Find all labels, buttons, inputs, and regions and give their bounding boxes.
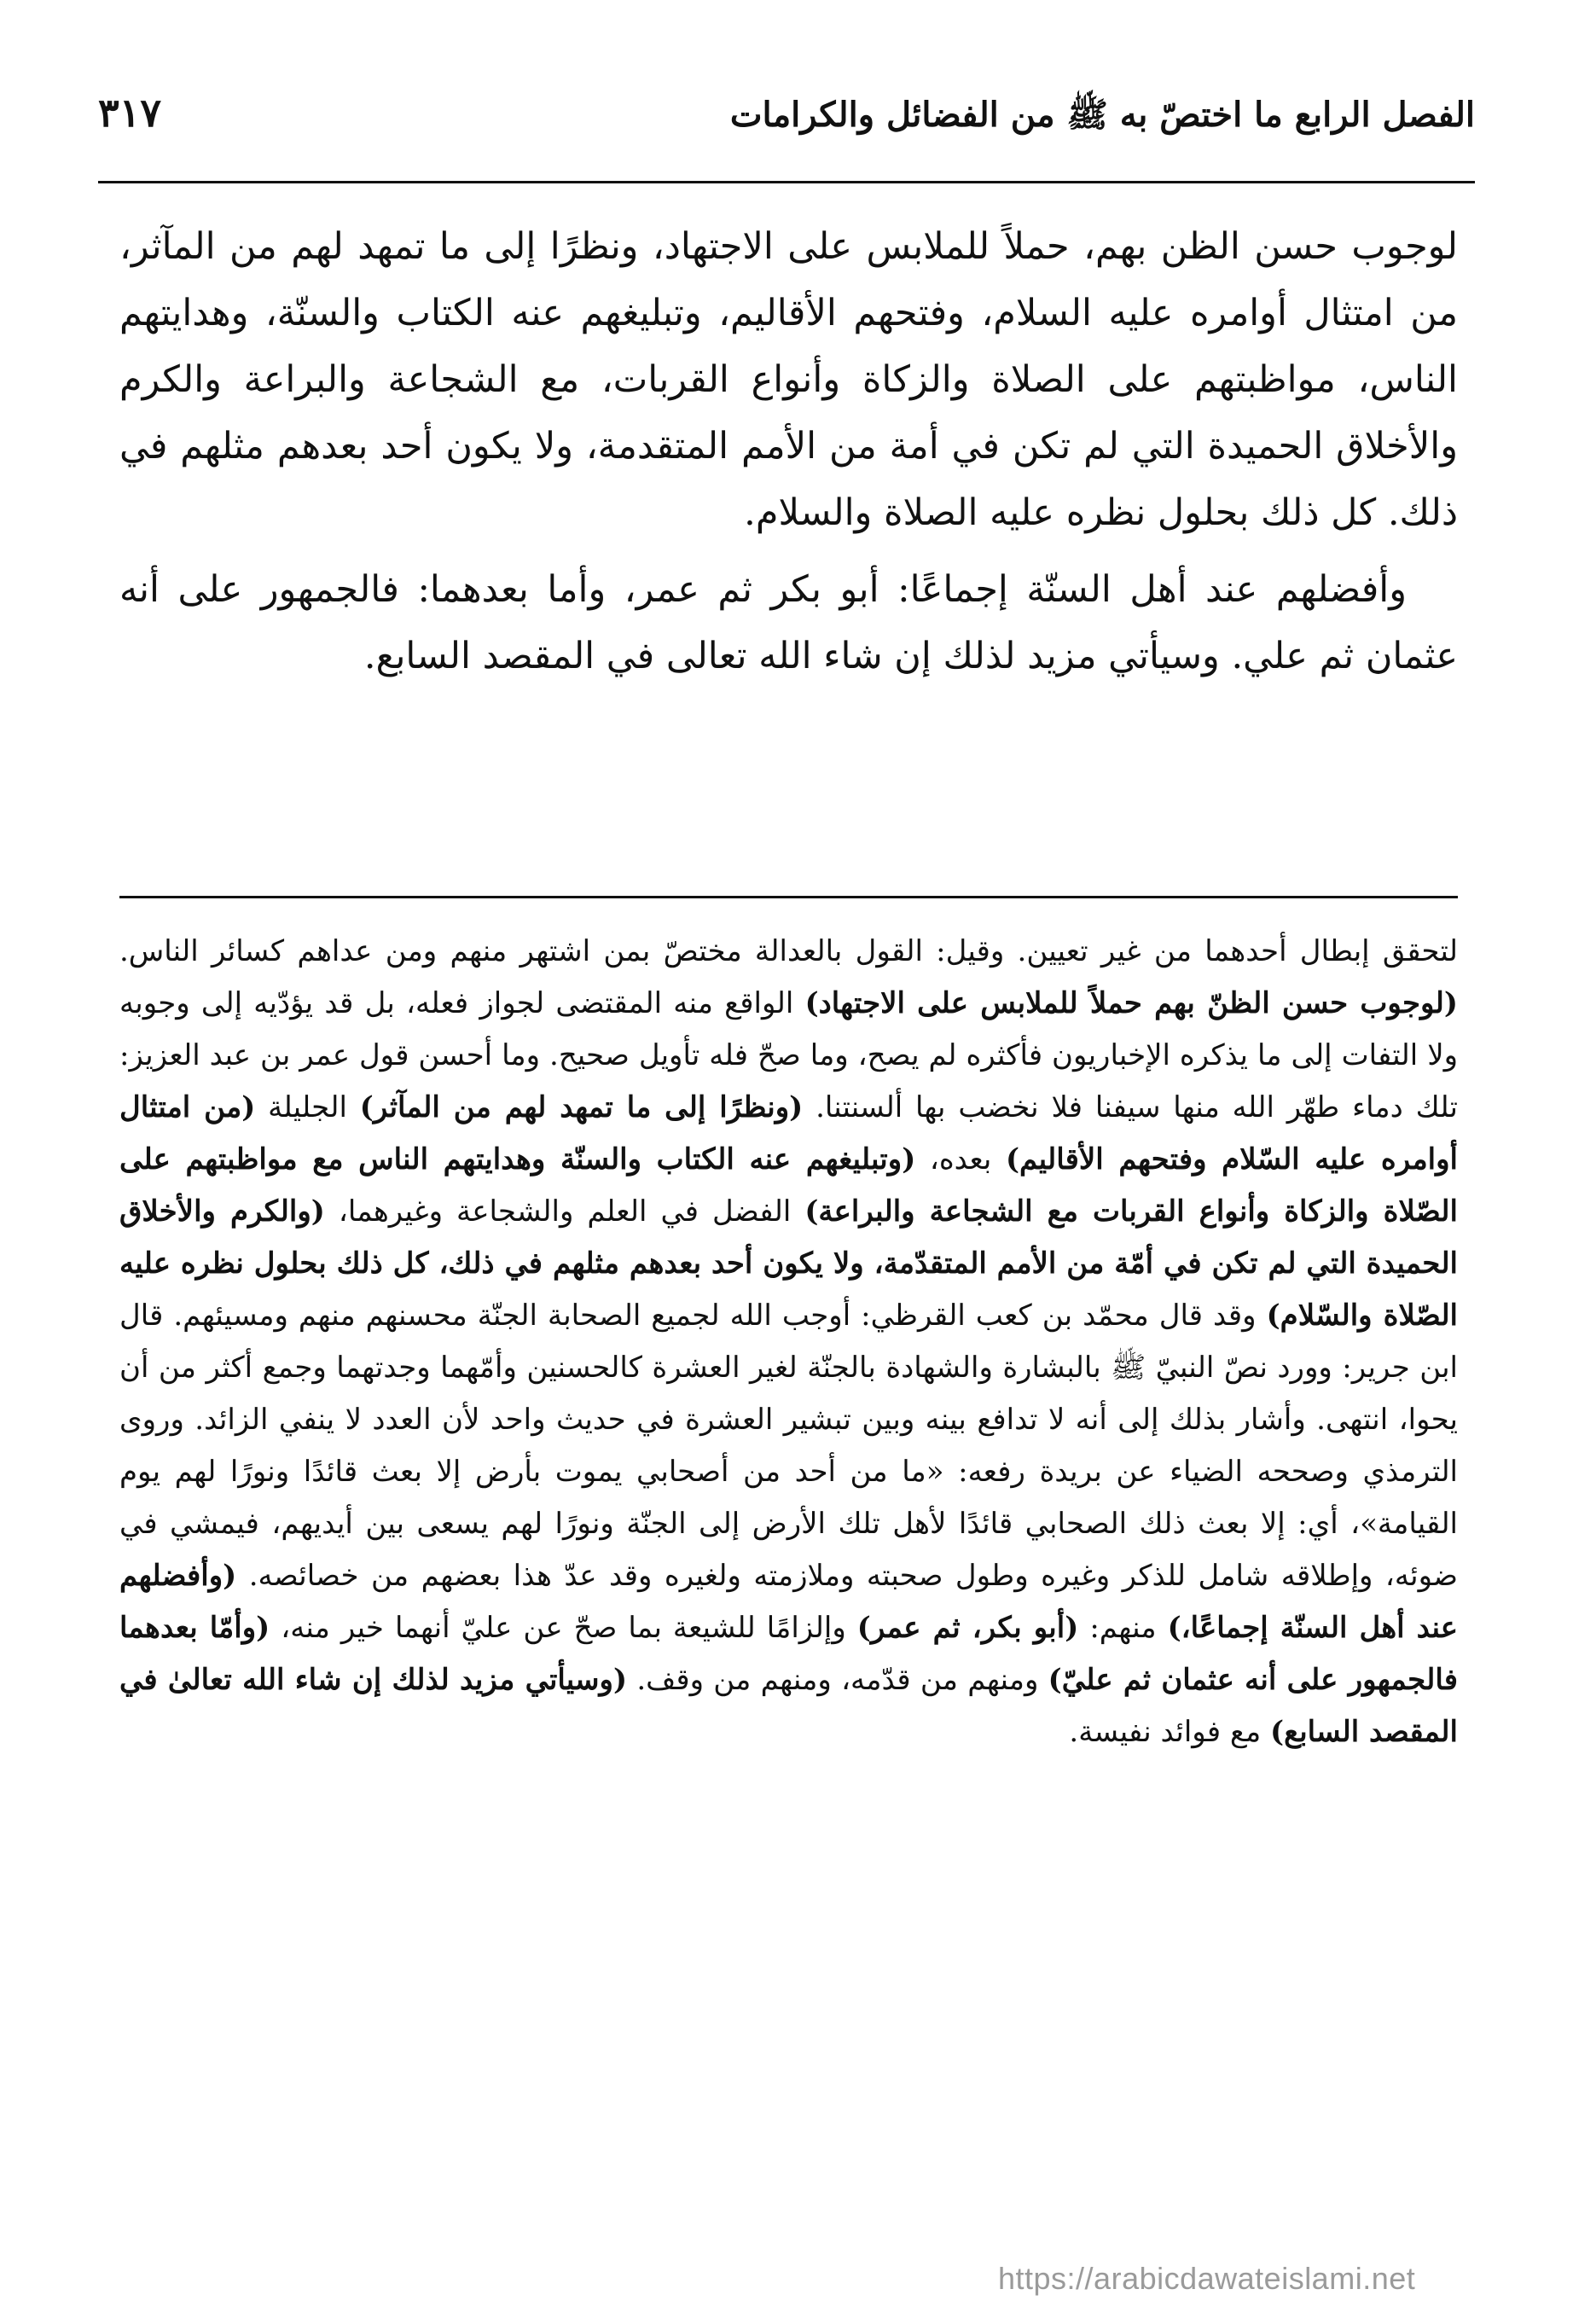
footnote-quoted-text: (من امتثال أوامره عليه السّلام وفتحهم الأقاليم): [119, 1090, 1458, 1177]
footnote-quoted-text: (وأمّا بعدهما فالجمهور على أنه عثمان ثم عليّ): [119, 1611, 1458, 1697]
footnote-text: بعده،: [915, 1142, 1006, 1177]
footnote-quoted-text: (وتبليغهم عنه الكتاب والسنّة وهدايتهم الناس مع مواظبتهم على الصّلاة والزكاة وأنواع القربات مع الشجاعة والبراعة): [119, 1142, 1458, 1229]
footnote-quoted-text: (وأفضلهم عند أهل السنّة إجماعًا،): [119, 1559, 1458, 1645]
footnote-quoted-text: (ونظرًا إلى ما تمهد لهم من المآثر): [359, 1090, 804, 1124]
page-number: ٣١٧: [98, 90, 162, 136]
footnote-commentary: [119, 926, 1458, 1758]
footnote-text: الفضل في العلم والشجاعة وغيرهما،: [324, 1194, 805, 1229]
footnote-text: مع فوائد نفيسة.: [1069, 1715, 1271, 1749]
footnote-text: وقد قال محمّد بن كعب القرظي: أوجب الله لجميع الصحابة الجنّة محسنهم منهم ومسيئهم. قال ابن جرير: وورد نصّ النبيّ ﷺ بالبشارة والشهادة بالجنّة لغير العشرة كالحسنين وأمّهما وجدتهما وجمع أكثر من أن يحوا، انتهى. وأشار بذلك إلى أنه لا تدافع بينه وبين تبشير العشرة في حديث واحد لأن العدد لا ينفي الزائد. وروى الترمذي وصححه الضياء عن بريدة رفعه: «ما من أحد من أصحابي يموت بأرض إلا بعث قائدًا ونورًا لهم يوم القيامة»، أي: إلا بعث ذلك الصحابي قائدًا لأهل تلك الأرض إلى الجنّة ونورًا لهم يسعى بين أيديهم، فيمشي في ضوئه، وإطلاقه شامل للذكر وغيره وطول صحبته وملازمته ولغيره وقد عدّ هذا بعضهم من خصائصه.: [119, 1299, 1458, 1593]
footnote-text: لتحقق إبطال أحدهما من غير تعيين. وقيل: القول بالعدالة مختصّ بمن اشتهر منهم ومن عداهم كسائر الناس.: [119, 934, 1458, 968]
main-paragraph: لوجوب حسن الظن بهم، حملاً للملابس على الاجتهاد، ونظرًا إلى ما تمهد لهم من المآثر، من امتثال أوامره عليه السلام، وفتحهم الأقاليم، وتبليغهم عنه الكتاب والسنّة، وهدايتهم الناس، مواظبتهم على الصلاة والزكاة وأنواع القربات، مع الشجاعة والبراعة والكرم والأخلاق الحميدة التي لم تكن في أمة من الأمم المتقدمة، ولا يكون أحد بعدهم مثلهم في ذلك. كل ذلك بحلول نظره عليه الصلاة والسلام.: [119, 225, 1458, 534]
footnote-quoted-text: (والكرم والأخلاق الحميدة التي لم تكن في أمّة من الأمم المتقدّمة، ولا يكون أحد بعدهم مثلهم في ذلك، كل ذلك بحلول نظره عليه الصّلاة والسّلام): [119, 1194, 1458, 1333]
footnote-quoted-text: (أبو بكر، ثم عمر): [856, 1611, 1079, 1645]
running-title: الفصل الرابع ما اختصّ به ﷺ من الفضائل والكرامات: [729, 95, 1475, 135]
footnote-quoted-text: (وسيأتي مزيد لذلك إن شاء الله تعالىٰ في المقصد السابع): [119, 1663, 1458, 1749]
main-text: [119, 213, 1458, 689]
footnote-paragraph: [119, 926, 1458, 1758]
header-rule: [98, 181, 1475, 183]
footnote-text: منهم:: [1078, 1611, 1168, 1645]
footnote-quoted-text: (لوجوب حسن الظنّ بهم حملاً للملابس على الاجتهاد): [804, 986, 1458, 1020]
watermark-url: https://arabicdawateislami.net: [998, 2261, 1416, 2296]
footnote-text: الواقع منه المقتضى لجواز فعله، بل قد يؤدّيه إلى وجوبه ولا التفات إلى ما يذكره الإخباريون فأكثره لم يصح، وما صحّ فله تأويل صحيح. وما أحسن قول عمر بن عبد العزيز: تلك دماء طهّر الله منها سيفنا فلا نخضب بها ألسنتنا.: [119, 986, 1458, 1124]
main-paragraph: وأفضلهم عند أهل السنّة إجماعًا: أبو بكر ثم عمر، وأما بعدهما: فالجمهور على أنه عثمان ثم علي. وسيأتي مزيد لذلك إن شاء الله تعالى في المقصد السابع.: [119, 568, 1458, 677]
footnote-text: ومنهم من قدّمه، ومنهم من وقف.: [627, 1663, 1048, 1697]
footnote-text: وإلزامًا للشيعة بما صحّ عن عليّ أنهما خير منه،: [270, 1611, 857, 1645]
page-header: [98, 85, 1475, 171]
footnote-separator: [119, 896, 1458, 898]
footnote-text: الجليلة: [255, 1090, 360, 1124]
